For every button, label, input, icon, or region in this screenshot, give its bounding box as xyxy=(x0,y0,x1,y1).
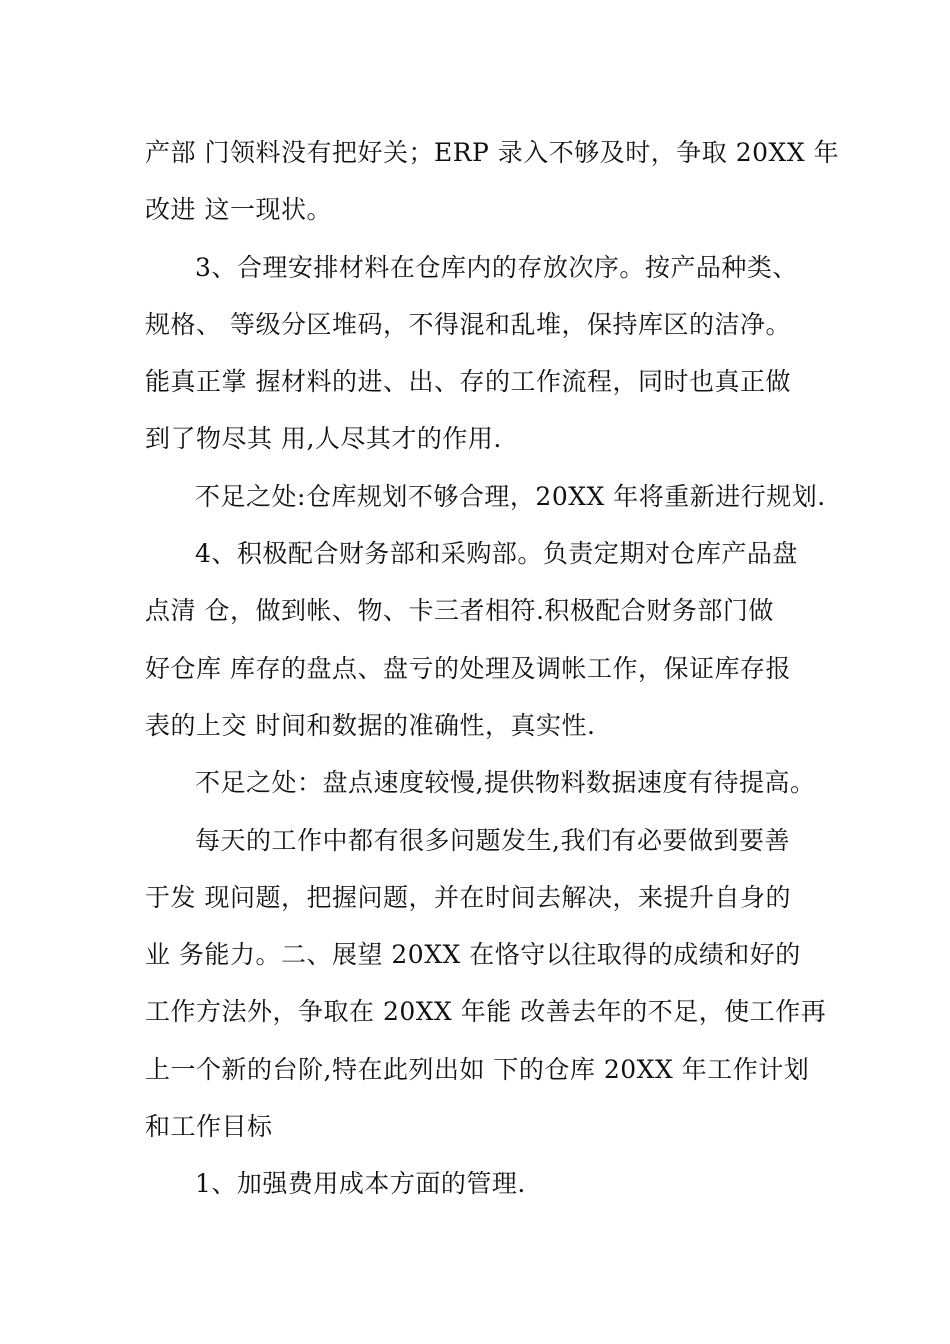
text-line: 能真正掌 握材料的进、出、存的工作流程，同时也真正做 xyxy=(145,367,791,397)
text-line: 好仓库 库存的盘点、盘亏的处理及调帐工作，保证库存报 xyxy=(145,653,791,683)
text-line: 业 务能力。二、展望 20XX 在恪守以往取得的成绩和好的 xyxy=(145,940,801,970)
document-body xyxy=(145,124,840,1213)
text-line: 工作方法外，争取在 20XX 年能 改善去年的不足，使工作再 xyxy=(145,997,827,1027)
text-line: 到了物尽其 用,人尽其才的作用. xyxy=(145,424,502,454)
text-line: 每天的工作中都有很多问题发生,我们有必要做到要善 xyxy=(195,825,790,855)
text-line: 不足之处:仓库规划不够合理，20XX 年将重新进行规划. xyxy=(195,481,826,511)
text-line: 点清 仓，做到帐、物、卡三者相符.积极配合财务部门做 xyxy=(145,596,774,626)
text-line: 上一个新的台阶,特在此列出如 下的仓库 20XX 年工作计划 xyxy=(145,1054,810,1084)
text-line: 产部 门领料没有把好关；ERP 录入不够及时，争取 20XX 年 xyxy=(145,138,840,167)
text-line: 表的上交 时间和数据的准确性，真实性. xyxy=(145,710,596,740)
text-line: 4、积极配合财务部和采购部。负责定期对仓库产品盘 xyxy=(195,539,798,569)
text-line: 1、加强费用成本方面的管理. xyxy=(195,1169,526,1199)
text-line: 和工作目标 xyxy=(145,1112,273,1142)
text-line: 规格、 等级分区堆码，不得混和乱堆，保持库区的洁净。 xyxy=(145,309,791,339)
text-line: 不足之处：盘点速度较慢,提供物料数据速度有待提高。 xyxy=(195,768,816,798)
text-line: 改进 这一现状。 xyxy=(145,195,332,225)
text-line: 3、合理安排材料在仓库内的存放次序。按产品种类、 xyxy=(195,252,798,282)
text-line: 于发 现问题，把握问题，并在时间去解决，来提升自身的 xyxy=(145,882,791,912)
